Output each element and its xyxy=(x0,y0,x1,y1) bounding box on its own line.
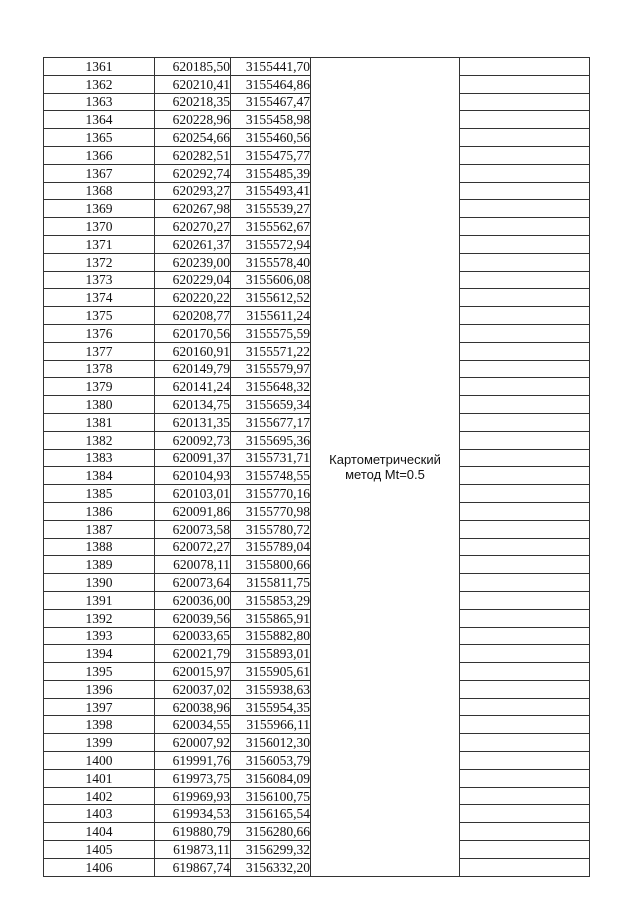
empty-cell xyxy=(460,235,590,253)
point-number-cell: 1373 xyxy=(44,271,155,289)
x-coordinate-cell: 620033,65 xyxy=(155,627,231,645)
y-coordinate-cell: 3155575,59 xyxy=(231,324,311,342)
empty-cell xyxy=(460,538,590,556)
y-coordinate-cell: 3155539,27 xyxy=(231,200,311,218)
empty-cell xyxy=(460,289,590,307)
point-number-cell: 1392 xyxy=(44,609,155,627)
empty-cell xyxy=(460,396,590,414)
x-coordinate-cell: 620092,73 xyxy=(155,431,231,449)
point-number-cell: 1406 xyxy=(44,858,155,876)
point-number-cell: 1383 xyxy=(44,449,155,467)
x-coordinate-cell: 620072,27 xyxy=(155,538,231,556)
x-coordinate-cell: 620134,75 xyxy=(155,396,231,414)
y-coordinate-cell: 3155789,04 xyxy=(231,538,311,556)
y-coordinate-cell: 3155954,35 xyxy=(231,698,311,716)
y-coordinate-cell: 3155882,80 xyxy=(231,627,311,645)
y-coordinate-cell: 3156299,32 xyxy=(231,841,311,859)
empty-cell xyxy=(460,663,590,681)
point-number-cell: 1404 xyxy=(44,823,155,841)
empty-cell xyxy=(460,734,590,752)
point-number-cell: 1390 xyxy=(44,574,155,592)
point-number-cell: 1363 xyxy=(44,93,155,111)
empty-cell xyxy=(460,413,590,431)
empty-cell xyxy=(460,716,590,734)
point-number-cell: 1397 xyxy=(44,698,155,716)
point-number-cell: 1369 xyxy=(44,200,155,218)
empty-cell xyxy=(460,146,590,164)
empty-cell xyxy=(460,556,590,574)
point-number-cell: 1386 xyxy=(44,502,155,520)
point-number-cell: 1384 xyxy=(44,467,155,485)
y-coordinate-cell: 3155579,97 xyxy=(231,360,311,378)
empty-cell xyxy=(460,574,590,592)
x-coordinate-cell: 619934,53 xyxy=(155,805,231,823)
y-coordinate-cell: 3155467,47 xyxy=(231,93,311,111)
empty-cell xyxy=(460,324,590,342)
point-number-cell: 1385 xyxy=(44,485,155,503)
x-coordinate-cell: 619991,76 xyxy=(155,752,231,770)
empty-cell xyxy=(460,698,590,716)
point-number-cell: 1368 xyxy=(44,182,155,200)
y-coordinate-cell: 3156012,30 xyxy=(231,734,311,752)
x-coordinate-cell: 620228,96 xyxy=(155,111,231,129)
x-coordinate-cell: 619973,75 xyxy=(155,769,231,787)
y-coordinate-cell: 3155865,91 xyxy=(231,609,311,627)
point-number-cell: 1387 xyxy=(44,520,155,538)
point-number-cell: 1379 xyxy=(44,378,155,396)
method-cell xyxy=(311,58,460,877)
y-coordinate-cell: 3155853,29 xyxy=(231,591,311,609)
point-number-cell: 1382 xyxy=(44,431,155,449)
x-coordinate-cell: 620185,50 xyxy=(155,58,231,76)
point-number-cell: 1381 xyxy=(44,413,155,431)
point-number-cell: 1367 xyxy=(44,164,155,182)
x-coordinate-cell: 620210,41 xyxy=(155,75,231,93)
point-number-cell: 1401 xyxy=(44,769,155,787)
empty-cell xyxy=(460,858,590,876)
x-coordinate-cell: 620103,01 xyxy=(155,485,231,503)
y-coordinate-cell: 3155800,66 xyxy=(231,556,311,574)
x-coordinate-cell: 620282,51 xyxy=(155,146,231,164)
x-coordinate-cell: 620267,98 xyxy=(155,200,231,218)
y-coordinate-cell: 3156100,75 xyxy=(231,787,311,805)
empty-cell xyxy=(460,467,590,485)
x-coordinate-cell: 620073,64 xyxy=(155,574,231,592)
y-coordinate-cell: 3155464,86 xyxy=(231,75,311,93)
x-coordinate-cell: 620104,93 xyxy=(155,467,231,485)
x-coordinate-cell: 620015,97 xyxy=(155,663,231,681)
x-coordinate-cell: 620170,56 xyxy=(155,324,231,342)
x-coordinate-cell: 620261,37 xyxy=(155,235,231,253)
x-coordinate-cell: 620254,66 xyxy=(155,129,231,147)
point-number-cell: 1391 xyxy=(44,591,155,609)
empty-cell xyxy=(460,58,590,76)
point-number-cell: 1371 xyxy=(44,235,155,253)
point-number-cell: 1393 xyxy=(44,627,155,645)
empty-cell xyxy=(460,841,590,859)
empty-cell xyxy=(460,129,590,147)
empty-cell xyxy=(460,200,590,218)
empty-cell xyxy=(460,752,590,770)
method-label-line2: метод Mt=0.5 xyxy=(345,466,425,482)
empty-cell xyxy=(460,218,590,236)
empty-cell xyxy=(460,485,590,503)
point-number-cell: 1398 xyxy=(44,716,155,734)
y-coordinate-cell: 3155485,39 xyxy=(231,164,311,182)
y-coordinate-cell: 3155811,75 xyxy=(231,574,311,592)
point-number-cell: 1380 xyxy=(44,396,155,414)
y-coordinate-cell: 3155458,98 xyxy=(231,111,311,129)
empty-cell xyxy=(460,182,590,200)
y-coordinate-cell: 3155562,67 xyxy=(231,218,311,236)
empty-cell xyxy=(460,609,590,627)
y-coordinate-cell: 3155748,55 xyxy=(231,467,311,485)
y-coordinate-cell: 3155780,72 xyxy=(231,520,311,538)
table-row xyxy=(44,58,590,76)
method-label-line1: Картометрический xyxy=(329,451,441,467)
point-number-cell: 1394 xyxy=(44,645,155,663)
x-coordinate-cell: 620218,35 xyxy=(155,93,231,111)
y-coordinate-cell: 3156084,09 xyxy=(231,769,311,787)
x-coordinate-cell: 620038,96 xyxy=(155,698,231,716)
x-coordinate-cell: 620073,58 xyxy=(155,520,231,538)
y-coordinate-cell: 3156332,20 xyxy=(231,858,311,876)
y-coordinate-cell: 3156165,54 xyxy=(231,805,311,823)
empty-cell xyxy=(460,271,590,289)
y-coordinate-cell: 3155460,56 xyxy=(231,129,311,147)
point-number-cell: 1370 xyxy=(44,218,155,236)
point-number-cell: 1396 xyxy=(44,680,155,698)
y-coordinate-cell: 3155611,24 xyxy=(231,307,311,325)
x-coordinate-cell: 620208,77 xyxy=(155,307,231,325)
y-coordinate-cell: 3155731,71 xyxy=(231,449,311,467)
x-coordinate-cell: 620034,55 xyxy=(155,716,231,734)
x-coordinate-cell: 620078,11 xyxy=(155,556,231,574)
empty-cell xyxy=(460,805,590,823)
empty-cell xyxy=(460,431,590,449)
empty-cell xyxy=(460,680,590,698)
point-number-cell: 1378 xyxy=(44,360,155,378)
y-coordinate-cell: 3156053,79 xyxy=(231,752,311,770)
point-number-cell: 1377 xyxy=(44,342,155,360)
point-number-cell: 1366 xyxy=(44,146,155,164)
point-number-cell: 1376 xyxy=(44,324,155,342)
point-number-cell: 1375 xyxy=(44,307,155,325)
point-number-cell: 1395 xyxy=(44,663,155,681)
y-coordinate-cell: 3155475,77 xyxy=(231,146,311,164)
x-coordinate-cell: 619867,74 xyxy=(155,858,231,876)
empty-cell xyxy=(460,75,590,93)
empty-cell xyxy=(460,520,590,538)
empty-cell xyxy=(460,449,590,467)
y-coordinate-cell: 3155770,98 xyxy=(231,502,311,520)
x-coordinate-cell: 620007,92 xyxy=(155,734,231,752)
y-coordinate-cell: 3155606,08 xyxy=(231,271,311,289)
y-coordinate-cell: 3155493,41 xyxy=(231,182,311,200)
coordinates-table-body xyxy=(44,58,590,877)
x-coordinate-cell: 620160,91 xyxy=(155,342,231,360)
y-coordinate-cell: 3155572,94 xyxy=(231,235,311,253)
empty-cell xyxy=(460,787,590,805)
empty-cell xyxy=(460,502,590,520)
x-coordinate-cell: 620091,37 xyxy=(155,449,231,467)
y-coordinate-cell: 3155648,32 xyxy=(231,378,311,396)
point-number-cell: 1405 xyxy=(44,841,155,859)
empty-cell xyxy=(460,823,590,841)
empty-cell xyxy=(460,93,590,111)
empty-cell xyxy=(460,307,590,325)
x-coordinate-cell: 620292,74 xyxy=(155,164,231,182)
y-coordinate-cell: 3155695,36 xyxy=(231,431,311,449)
x-coordinate-cell: 620039,56 xyxy=(155,609,231,627)
empty-cell xyxy=(460,591,590,609)
y-coordinate-cell: 3155571,22 xyxy=(231,342,311,360)
point-number-cell: 1364 xyxy=(44,111,155,129)
point-number-cell: 1402 xyxy=(44,787,155,805)
y-coordinate-cell: 3155905,61 xyxy=(231,663,311,681)
point-number-cell: 1374 xyxy=(44,289,155,307)
x-coordinate-cell: 620229,04 xyxy=(155,271,231,289)
x-coordinate-cell: 619969,93 xyxy=(155,787,231,805)
y-coordinate-cell: 3155659,34 xyxy=(231,396,311,414)
point-number-cell: 1389 xyxy=(44,556,155,574)
y-coordinate-cell: 3155893,01 xyxy=(231,645,311,663)
y-coordinate-cell: 3155578,40 xyxy=(231,253,311,271)
y-coordinate-cell: 3155966,11 xyxy=(231,716,311,734)
empty-cell xyxy=(460,111,590,129)
point-number-cell: 1362 xyxy=(44,75,155,93)
y-coordinate-cell: 3155441,70 xyxy=(231,58,311,76)
x-coordinate-cell: 620293,27 xyxy=(155,182,231,200)
y-coordinate-cell: 3156280,66 xyxy=(231,823,311,841)
y-coordinate-cell: 3155938,63 xyxy=(231,680,311,698)
y-coordinate-cell: 3155770,16 xyxy=(231,485,311,503)
point-number-cell: 1365 xyxy=(44,129,155,147)
x-coordinate-cell: 620220,22 xyxy=(155,289,231,307)
empty-cell xyxy=(460,378,590,396)
x-coordinate-cell: 620131,35 xyxy=(155,413,231,431)
empty-cell xyxy=(460,360,590,378)
point-number-cell: 1403 xyxy=(44,805,155,823)
point-number-cell: 1372 xyxy=(44,253,155,271)
point-number-cell: 1388 xyxy=(44,538,155,556)
x-coordinate-cell: 620037,02 xyxy=(155,680,231,698)
point-number-cell: 1399 xyxy=(44,734,155,752)
x-coordinate-cell: 619880,79 xyxy=(155,823,231,841)
x-coordinate-cell: 620091,86 xyxy=(155,502,231,520)
x-coordinate-cell: 620270,27 xyxy=(155,218,231,236)
y-coordinate-cell: 3155677,17 xyxy=(231,413,311,431)
empty-cell xyxy=(460,769,590,787)
x-coordinate-cell: 620141,24 xyxy=(155,378,231,396)
empty-cell xyxy=(460,342,590,360)
x-coordinate-cell: 619873,11 xyxy=(155,841,231,859)
coordinates-table xyxy=(43,57,590,877)
empty-cell xyxy=(460,253,590,271)
x-coordinate-cell: 620036,00 xyxy=(155,591,231,609)
empty-cell xyxy=(460,645,590,663)
y-coordinate-cell: 3155612,52 xyxy=(231,289,311,307)
point-number-cell: 1361 xyxy=(44,58,155,76)
point-number-cell: 1400 xyxy=(44,752,155,770)
x-coordinate-cell: 620021,79 xyxy=(155,645,231,663)
x-coordinate-cell: 620239,00 xyxy=(155,253,231,271)
x-coordinate-cell: 620149,79 xyxy=(155,360,231,378)
empty-cell xyxy=(460,627,590,645)
empty-cell xyxy=(460,164,590,182)
